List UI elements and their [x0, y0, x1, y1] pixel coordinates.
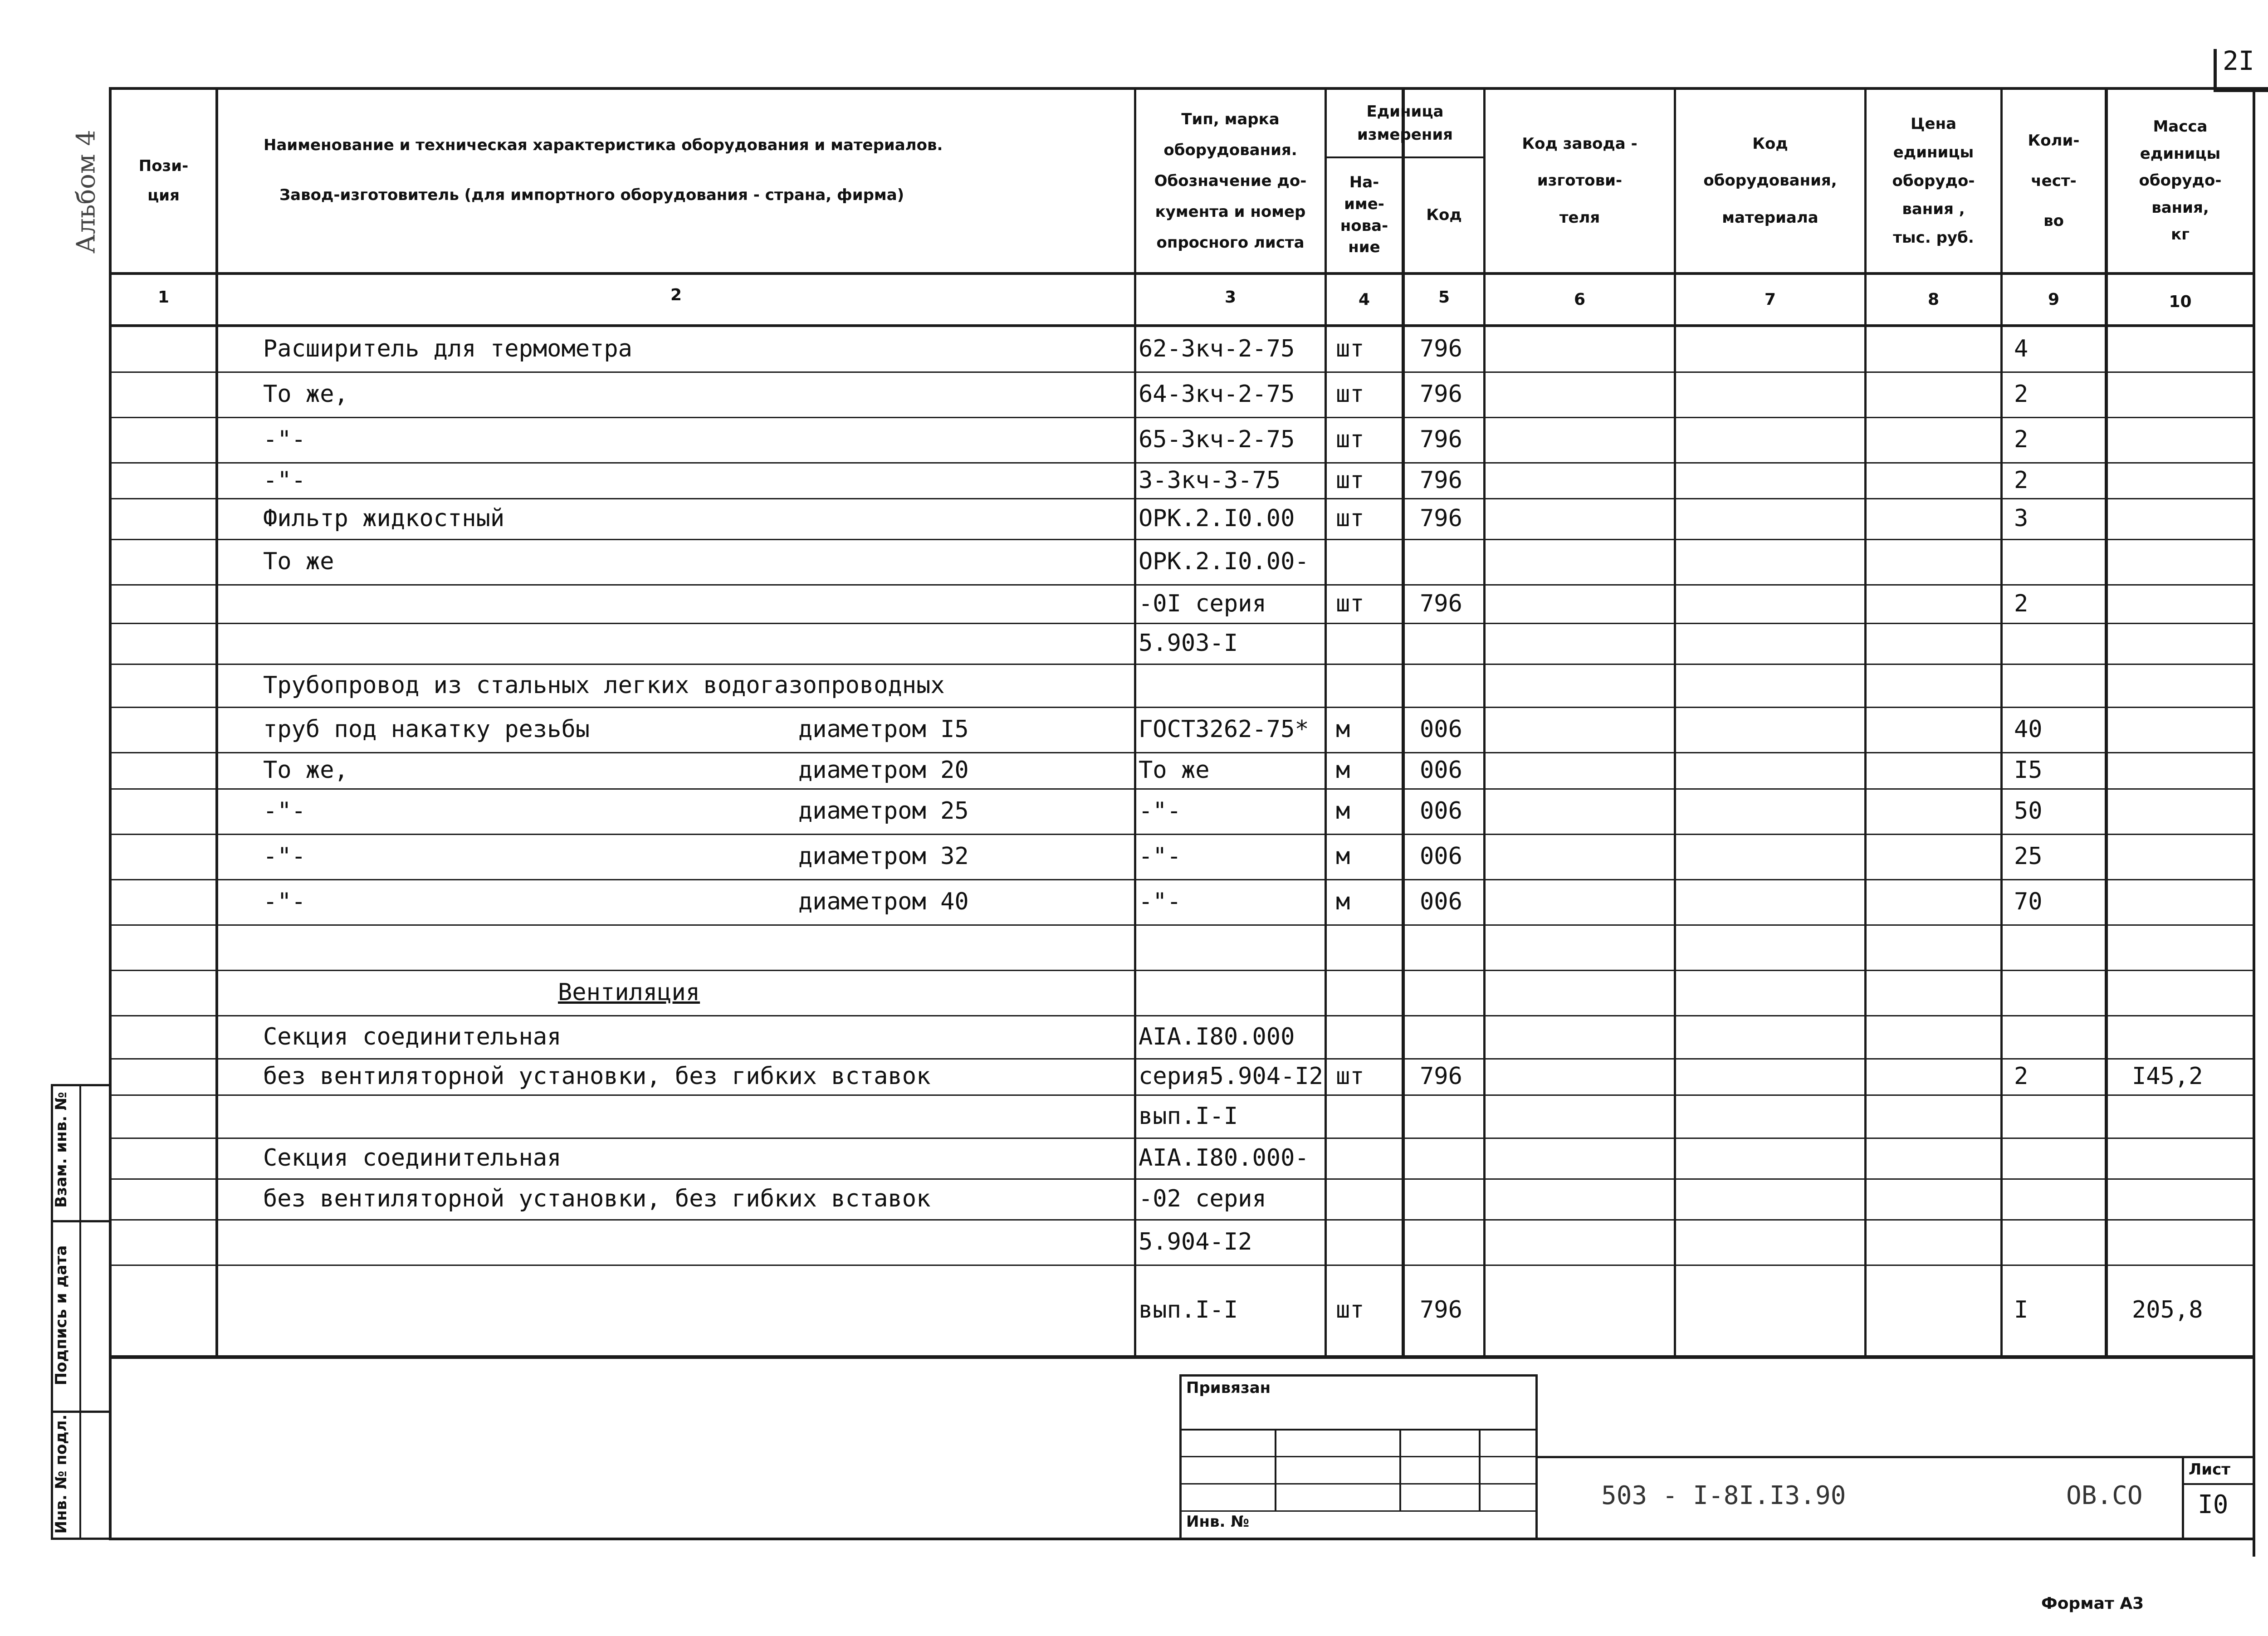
- cell-quantity: 40: [2014, 716, 2043, 743]
- cell-unit-code: 006: [1420, 797, 1462, 825]
- cell-name: То же,: [263, 381, 348, 408]
- col-number-8: 8: [1927, 290, 1940, 309]
- cell-type: 3-3кч-3-75: [1139, 466, 1281, 494]
- row-separator: [109, 462, 2255, 464]
- cell-diameter: диаметром 32: [798, 843, 969, 870]
- cell-type: -02 серия: [1139, 1185, 1266, 1212]
- row-separator: [109, 879, 2255, 880]
- cell-unit: шт: [1336, 1296, 1364, 1323]
- row-separator: [109, 371, 2255, 373]
- cell-unit-code: 006: [1420, 757, 1462, 784]
- cell-unit-code: 006: [1420, 843, 1462, 870]
- header-type: Тип, марка оборудования. Обозначение до- кумента и номер опросного листа: [1154, 110, 1307, 252]
- row-separator: [109, 1265, 2255, 1266]
- page-number: 2I: [2223, 45, 2254, 76]
- header-price: Цена единицы оборудо- вания , тыс. руб.: [1892, 114, 1975, 247]
- cell-name: Секция соединительная: [263, 1144, 562, 1172]
- cell-quantity: 4: [2014, 335, 2028, 362]
- privyazan-label: Привязан: [1186, 1379, 1271, 1397]
- row-separator: [109, 623, 2255, 624]
- col-number-9: 9: [2048, 290, 2060, 309]
- row-separator: [109, 584, 2255, 586]
- row-separator: [109, 1138, 2255, 1139]
- cell-quantity: 2: [2014, 466, 2028, 494]
- cell-type: -"-: [1139, 843, 1181, 870]
- cell-name: без вентиляторной установки, без гибких вставок: [263, 1063, 931, 1090]
- cell-unit-code: 796: [1420, 426, 1462, 453]
- cell-unit-code: 006: [1420, 716, 1462, 743]
- stamp-signature-date: Подпись и дата: [52, 1245, 70, 1386]
- cell-quantity: 2: [2014, 381, 2028, 408]
- list-label: Лист: [2189, 1460, 2230, 1479]
- row-separator: [109, 788, 2255, 790]
- album-label: Альбом 4: [71, 130, 101, 254]
- cell-name: То же,: [263, 757, 348, 784]
- cell-type: 5.904-I2: [1139, 1228, 1252, 1255]
- cell-unit: м: [1336, 843, 1350, 870]
- row-separator: [109, 1015, 2255, 1016]
- col-number-5: 5: [1438, 288, 1450, 307]
- document-code: 503 - I-8I.I3.90: [1601, 1481, 1846, 1510]
- cell-quantity: 2: [2014, 1063, 2028, 1090]
- cell-unit-code: 796: [1420, 590, 1462, 617]
- cell-unit-code: 796: [1420, 1063, 1462, 1090]
- cell-name: -"-: [263, 466, 306, 494]
- cell-unit-code: 796: [1420, 335, 1462, 362]
- cell-unit: м: [1336, 797, 1350, 825]
- stamp-replaced-inv: Взам. инв. №: [52, 1092, 70, 1208]
- list-number: I0: [2198, 1490, 2229, 1519]
- cell-diameter: диаметром I5: [798, 716, 969, 743]
- cell-quantity: I: [2014, 1296, 2028, 1323]
- col-number-1: 1: [157, 288, 170, 307]
- row-separator: [109, 752, 2255, 753]
- col-number-3: 3: [1224, 288, 1237, 307]
- header-name-line1: Наименование и техническая характеристика оборудования и материалов.: [264, 136, 943, 154]
- cell-unit-code: 796: [1420, 505, 1462, 532]
- cell-diameter: диаметром 25: [798, 797, 969, 825]
- cell-type: вып.I-I: [1139, 1102, 1238, 1130]
- cell-type: 64-3кч-2-75: [1139, 381, 1295, 408]
- cell-unit-code: 796: [1420, 381, 1462, 408]
- cell-type: 65-3кч-2-75: [1139, 426, 1295, 453]
- cell-mass: I45,2: [2132, 1063, 2203, 1090]
- row-separator: [109, 417, 2255, 418]
- cell-quantity: 2: [2014, 426, 2028, 453]
- cell-type: То же: [1139, 757, 1210, 784]
- cell-unit: шт: [1336, 505, 1364, 532]
- cell-unit-code: 796: [1420, 1296, 1462, 1323]
- row-separator: [109, 1058, 2255, 1060]
- cell-type: ОРК.2.I0.00: [1139, 505, 1295, 532]
- section-heading: Вентиляция: [558, 979, 700, 1006]
- cell-type: -"-: [1139, 888, 1181, 915]
- cell-unit: шт: [1336, 590, 1364, 617]
- cell-name: -"-: [263, 888, 306, 915]
- cell-diameter: диаметром 20: [798, 757, 969, 784]
- cell-name: Фильтр жидкостный: [263, 505, 505, 532]
- header-quantity: Коли- чест- во: [2028, 132, 2080, 230]
- row-separator: [109, 924, 2255, 926]
- cell-unit: м: [1336, 757, 1350, 784]
- cell-type: серия5.904-I2: [1139, 1063, 1323, 1090]
- cell-type: 5.903-I: [1139, 630, 1238, 657]
- header-unit-code: Код: [1426, 206, 1462, 225]
- row-separator: [109, 834, 2255, 835]
- cell-name: без вентиляторной установки, без гибких вставок: [263, 1185, 931, 1212]
- header-name-line2: Завод-изготовитель (для импортного оборудования - страна, фирма): [279, 186, 904, 204]
- cell-unit: шт: [1336, 426, 1364, 453]
- row-separator: [109, 539, 2255, 540]
- sheet-code: ОВ.СО: [2066, 1481, 2143, 1510]
- cell-name: Расширитель для термометра: [263, 335, 632, 362]
- col-number-10: 10: [2169, 293, 2192, 311]
- cell-unit: шт: [1336, 381, 1364, 408]
- cell-quantity: 70: [2014, 888, 2043, 915]
- inv-no-label: Инв. №: [1186, 1513, 1250, 1531]
- cell-type: -"-: [1139, 797, 1181, 825]
- cell-name: -"-: [263, 797, 306, 825]
- header-position: Пози- ция: [138, 157, 189, 205]
- cell-unit-code: 796: [1420, 466, 1462, 494]
- cell-unit: м: [1336, 888, 1350, 915]
- cell-type: вып.I-I: [1139, 1296, 1238, 1323]
- cell-type: ОРК.2.I0.00-: [1139, 548, 1309, 575]
- row-separator: [109, 970, 2255, 971]
- cell-diameter: диаметром 40: [798, 888, 969, 915]
- header-mass: Масса единицы оборудо- вания, кг: [2139, 117, 2222, 244]
- cell-unit: шт: [1336, 1063, 1364, 1090]
- col-number-2: 2: [670, 286, 682, 304]
- cell-unit: м: [1336, 716, 1350, 743]
- row-separator: [109, 1178, 2255, 1180]
- header-unit-name: На- име- нова- ние: [1340, 173, 1388, 257]
- row-separator: [109, 707, 2255, 708]
- cell-quantity: I5: [2014, 757, 2043, 784]
- cell-quantity: 25: [2014, 843, 2043, 870]
- cell-type: ГОСТ3262-75*: [1139, 716, 1309, 743]
- row-separator: [109, 498, 2255, 499]
- col-number-7: 7: [1764, 290, 1776, 309]
- format-label: Формат А3: [2041, 1594, 2144, 1613]
- cell-quantity: 3: [2014, 505, 2028, 532]
- stamp-original-inv: Инв. № подл.: [52, 1414, 70, 1534]
- cell-quantity: 50: [2014, 797, 2043, 825]
- cell-name: Секция соединительная: [263, 1023, 562, 1050]
- cell-unit: шт: [1336, 335, 1364, 362]
- row-separator: [109, 1355, 2255, 1357]
- cell-name: Трубопровод из стальных легких водогазопроводных: [263, 671, 945, 699]
- cell-name: труб под накатку резьбы: [263, 716, 590, 743]
- row-separator: [109, 664, 2255, 665]
- header-equipment-code: Код оборудования, материала: [1703, 134, 1837, 227]
- row-separator: [109, 1094, 2255, 1096]
- col-number-4: 4: [1358, 290, 1370, 309]
- col-number-6: 6: [1574, 290, 1586, 309]
- row-separator: [109, 1219, 2255, 1221]
- cell-quantity: 2: [2014, 590, 2028, 617]
- cell-name: То же: [263, 548, 334, 575]
- cell-name: -"-: [263, 843, 306, 870]
- cell-type: -0I серия: [1139, 590, 1266, 617]
- cell-type: AIA.I80.000-: [1139, 1144, 1309, 1172]
- header-unit: Единица измерения: [1357, 102, 1453, 144]
- cell-type: AIA.I80.000: [1139, 1023, 1295, 1050]
- cell-name: -"-: [263, 426, 306, 453]
- header-plant-code: Код завода - изготови- теля: [1522, 134, 1637, 227]
- cell-type: 62-3кч-2-75: [1139, 335, 1295, 362]
- cell-unit: шт: [1336, 466, 1364, 494]
- cell-mass: 205,8: [2132, 1296, 2203, 1323]
- cell-unit-code: 006: [1420, 888, 1462, 915]
